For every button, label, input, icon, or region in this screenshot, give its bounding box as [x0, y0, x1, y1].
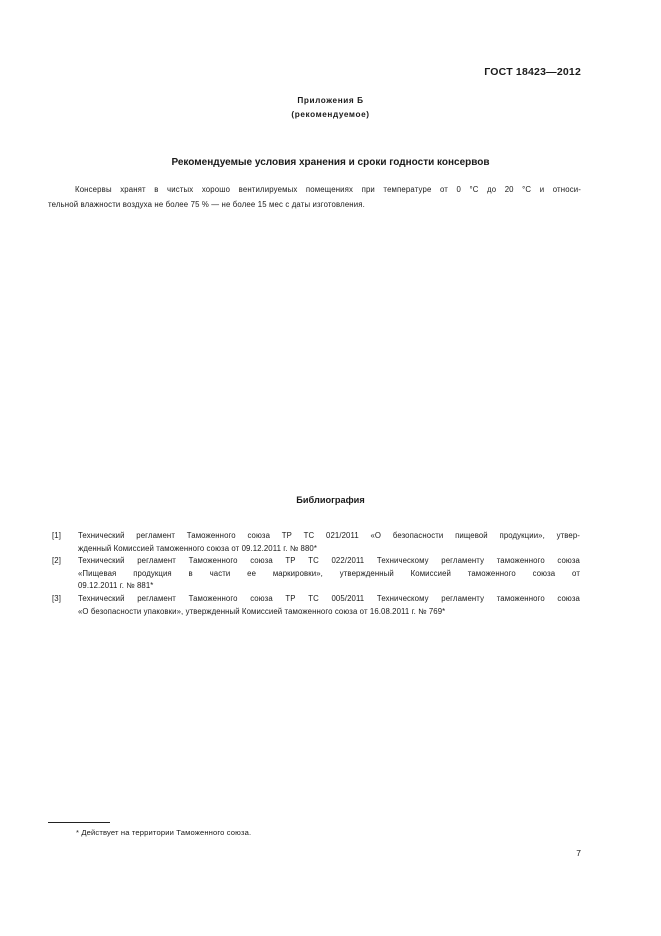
bibliography-line: Технический регламент Таможенного союза ТР ТС 005/2011 Техническому регламенту таможенного союза	[78, 593, 580, 603]
bibliography-number: [1]	[52, 531, 61, 540]
paragraph-line: Консервы хранят в чистых хорошо вентилируемых помещениях при температуре от 0 °С до 20 °С и относи-	[75, 185, 581, 194]
bibliography-line: Технический регламент Таможенного союза ТР ТС 021/2011 «О безопасности пищевой продукции», утвер-	[78, 531, 580, 540]
bibliography-text	[78, 593, 580, 618]
bibliography-number: [2]	[52, 556, 61, 566]
appendix-label: Приложения Б	[297, 96, 364, 105]
bibliography-line: жденный Комиссией таможенного союза от 09.12.2011 г. № 880*	[78, 543, 318, 553]
bibliography-line: Технический регламент Таможенного союза ТР ТС 022/2011 Техническому регламенту таможенного союза	[78, 556, 580, 566]
section-title: Рекомендуемые условия хранения и сроки годности консервов	[171, 157, 490, 168]
bibliography-number: [3]	[52, 593, 61, 603]
paragraph-line: тельной влажности воздуха не более 75 % — не более 15 мес с даты изготовления.	[48, 200, 365, 209]
bibliography-item	[52, 555, 580, 593]
bibliography-text	[78, 555, 580, 593]
bibliography-line: 09.12.2011 г. № 881*	[78, 581, 154, 591]
appendix-status: (рекомендуемое)	[291, 110, 370, 119]
page-number: 7	[576, 848, 581, 858]
bibliography-list	[52, 530, 580, 618]
bibliography-title: Библиография	[296, 495, 365, 505]
footnote-separator	[48, 822, 110, 823]
bibliography-item	[52, 593, 580, 618]
bibliography-line: «Пищевая продукция в части ее маркировки», утвержденный Комиссией таможенного союза от	[78, 568, 580, 578]
storage-paragraph	[48, 182, 581, 212]
footnote: * Действует на территории Таможенного союза.	[76, 828, 252, 837]
bibliography-text	[78, 530, 580, 555]
bibliography-item	[52, 530, 580, 555]
standard-code: ГОСТ 18423—2012	[484, 66, 581, 78]
bibliography-line: «О безопасности упаковки», утвержденный Комиссией таможенного союза от 16.08.2011 г. № 769*	[78, 606, 446, 616]
